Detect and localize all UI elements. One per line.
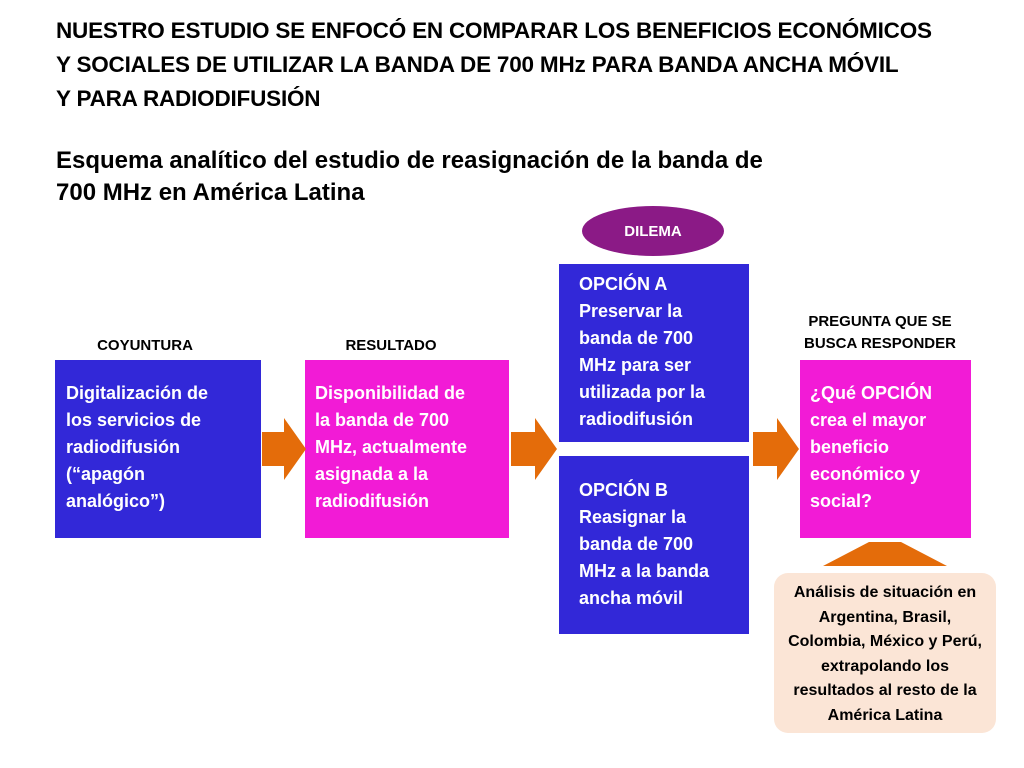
analysis-note: Análisis de situación en Argentina, Brasil, Colombia, México y Perú, extrapolando los resultados al resto de la América Latina [774, 573, 996, 733]
diagram-subtitle: Esquema analítico del estudio de reasignación de la banda de 700 MHz en América Latina [56, 147, 763, 206]
arrow-right-icon [753, 418, 799, 480]
option-b-box: OPCIÓN B Reasignar la banda de 700 MHz a la banda ancha móvil [559, 456, 749, 634]
arrow-up-icon [823, 542, 947, 566]
coyuntura-label: COYUNTURA [97, 337, 193, 354]
resultado-box: Disponibilidad de la banda de 700 MHz, actualmente asignada a la radiodifusión [305, 360, 509, 538]
arrow-right-icon [262, 418, 306, 480]
resultado-label: RESULTADO [345, 337, 437, 354]
option-a-box: OPCIÓN A Preservar la banda de 700 MHz para ser utilizada por la radiodifusión [559, 264, 749, 442]
headline: NUESTRO ESTUDIO SE ENFOCÓ EN COMPARAR LOS BENEFICIOS ECONÓMICOS Y SOCIALES DE UTILIZAR LA BANDA DE 700 MHz PARA BANDA ANCHA MÓVIL Y PARA RADIODIFUSIÓN [56, 18, 932, 111]
coyuntura-box: Digitalización de los servicios de radiodifusión (“apagón analógico”) [55, 360, 261, 538]
dilema-oval [582, 206, 724, 256]
pregunta-box: ¿Qué OPCIÓN crea el mayor beneficio económico y social? [800, 360, 971, 538]
pregunta-label: PREGUNTA QUE SE BUSCA RESPONDER [804, 313, 956, 352]
dilema-label: DILEMA [624, 222, 682, 240]
arrow-right-icon [511, 418, 557, 480]
